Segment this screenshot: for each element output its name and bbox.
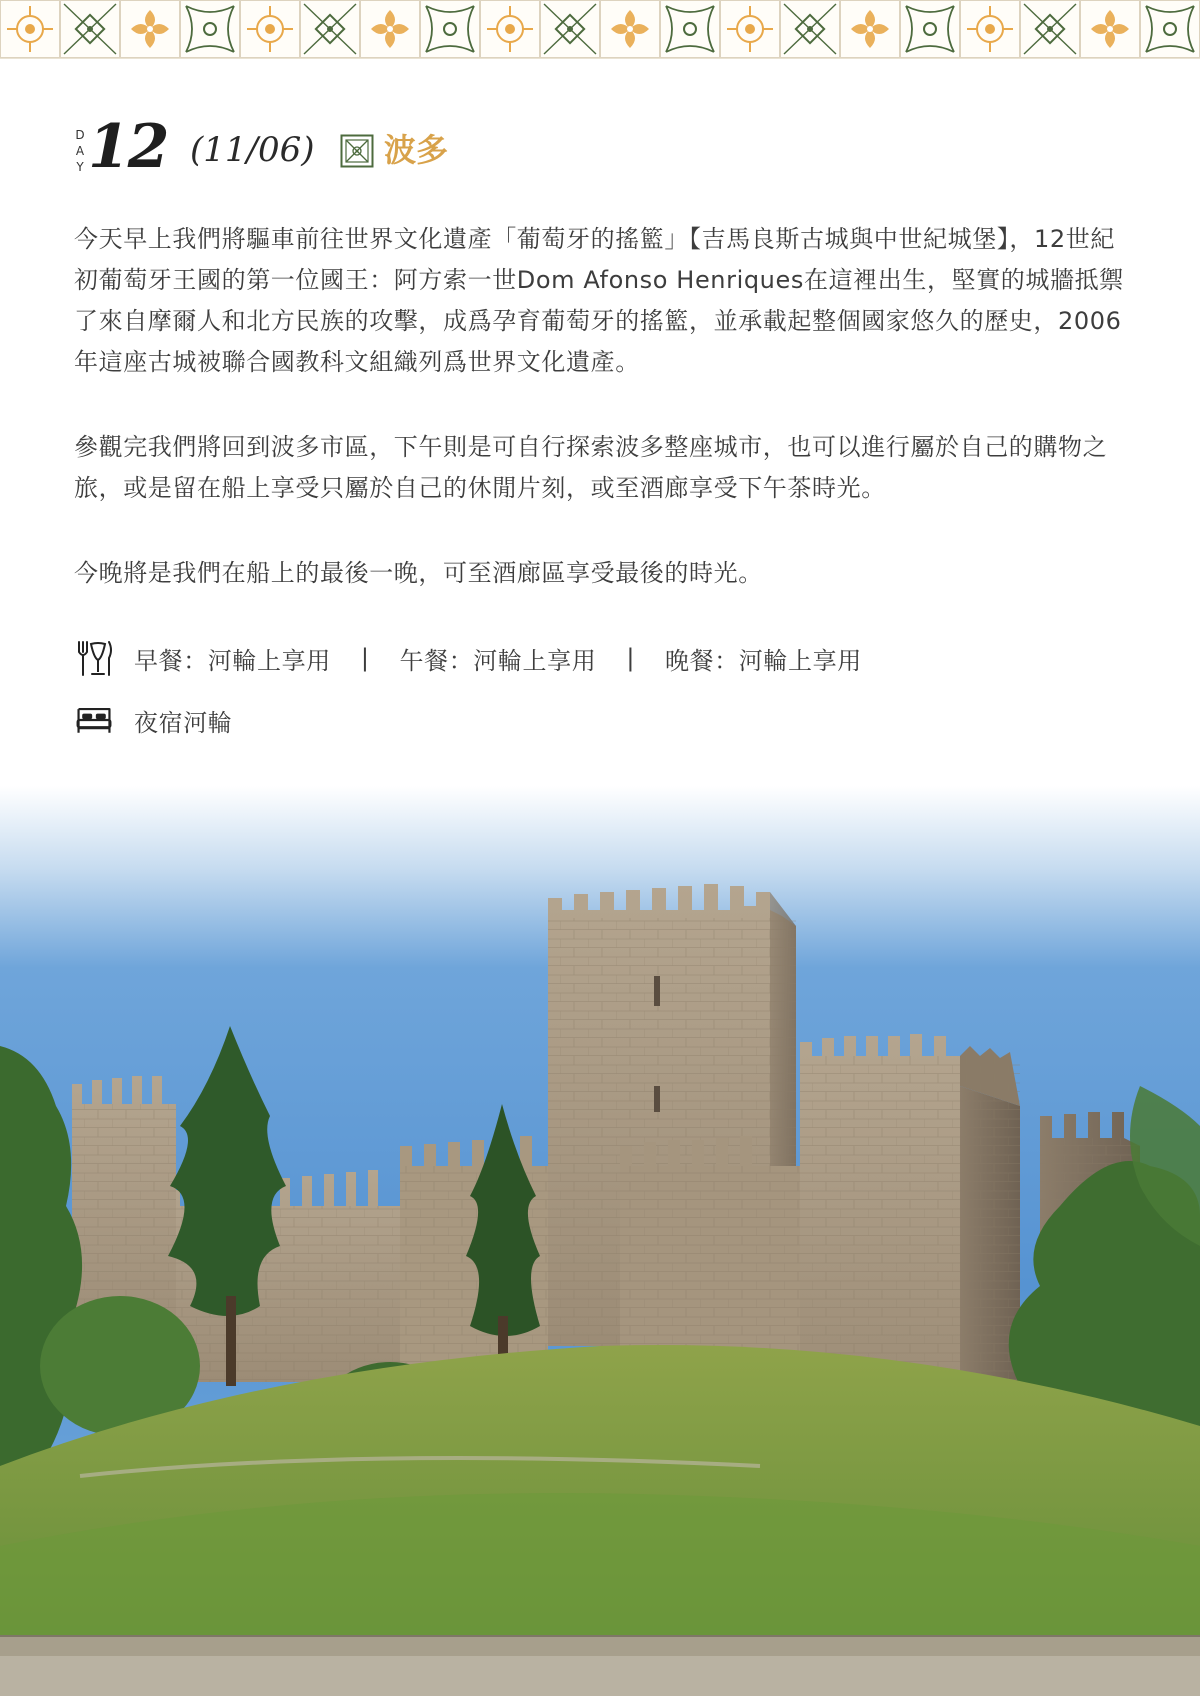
azulejo-tile xyxy=(360,0,420,58)
meal-lunch: 午餐：河輪上享用 xyxy=(399,646,597,675)
azulejo-tile xyxy=(420,0,480,58)
destination-name: 波多 xyxy=(384,131,449,169)
azulejo-tile xyxy=(900,0,960,58)
day-label: D A Y xyxy=(75,128,85,174)
azulejo-tile xyxy=(300,0,360,58)
paragraph-afternoon: 參觀完我們將回到波多市區，下午則是可自行探索波多整座城市，也可以進行屬於自己的購物之旅，或是留在船上享受只屬於自己的休閒片刻，或至酒廊享受下午茶時光。 xyxy=(74,433,1108,502)
azulejo-tile xyxy=(840,0,900,58)
paragraph-evening: 今晚將是我們在船上的最後一晚，可至酒廊區享受最後的時光。 xyxy=(74,559,763,587)
meal-dinner: 晚餐：河輪上享用 xyxy=(665,646,862,675)
azulejo-tile xyxy=(660,0,720,58)
azulejo-tile xyxy=(240,0,300,58)
paragraph-castle: 今天早上我們將驅車前往世界文化遺產「葡萄牙的搖籃」【吉馬良斯古城與中世紀城堡】，12世紀初葡萄牙王國的第一位國王：阿方索一世Dom Afonso Henriques在這裡出生，堅實的城牆抵禦了來自摩爾人和北方民族的攻擊，成爲孕育葡萄牙的搖籃，並承載起整個國家悠久的歷史，2006年這座古城被聯合國教科文組織列爲世界文化遺產。 xyxy=(74,225,1124,376)
azulejo-tile xyxy=(780,0,840,58)
azulejo-tile xyxy=(120,0,180,58)
meal-separator: | xyxy=(626,644,635,672)
azulejo-tile xyxy=(1140,0,1200,58)
guimaraes-castle-photo xyxy=(0,786,1200,1696)
itinerary-description xyxy=(74,219,1134,638)
azulejo-tile xyxy=(180,0,240,58)
azulejo-tile xyxy=(720,0,780,58)
accommodation-text: 夜宿河輪 xyxy=(134,708,233,737)
meals-info xyxy=(74,638,862,678)
tile-border xyxy=(0,0,1200,59)
azulejo-tile xyxy=(1080,0,1140,58)
bed-icon xyxy=(74,700,114,740)
dining-icon xyxy=(74,638,114,678)
azulejo-tile xyxy=(600,0,660,58)
azulejo-tile xyxy=(0,0,60,58)
meal-breakfast: 早餐：河輪上享用 xyxy=(134,646,331,675)
azulejo-tile xyxy=(540,0,600,58)
accommodation-info xyxy=(74,700,232,740)
day-number: 12 xyxy=(88,112,168,182)
azulejo-tile xyxy=(60,0,120,58)
day-date: (11/06) xyxy=(190,130,315,170)
tile-motif-icon xyxy=(340,134,374,168)
right-tower xyxy=(800,1034,1020,1406)
azulejo-tile xyxy=(960,0,1020,58)
azulejo-tile xyxy=(1020,0,1080,58)
azulejo-tile xyxy=(480,0,540,58)
meal-separator: | xyxy=(360,644,370,672)
